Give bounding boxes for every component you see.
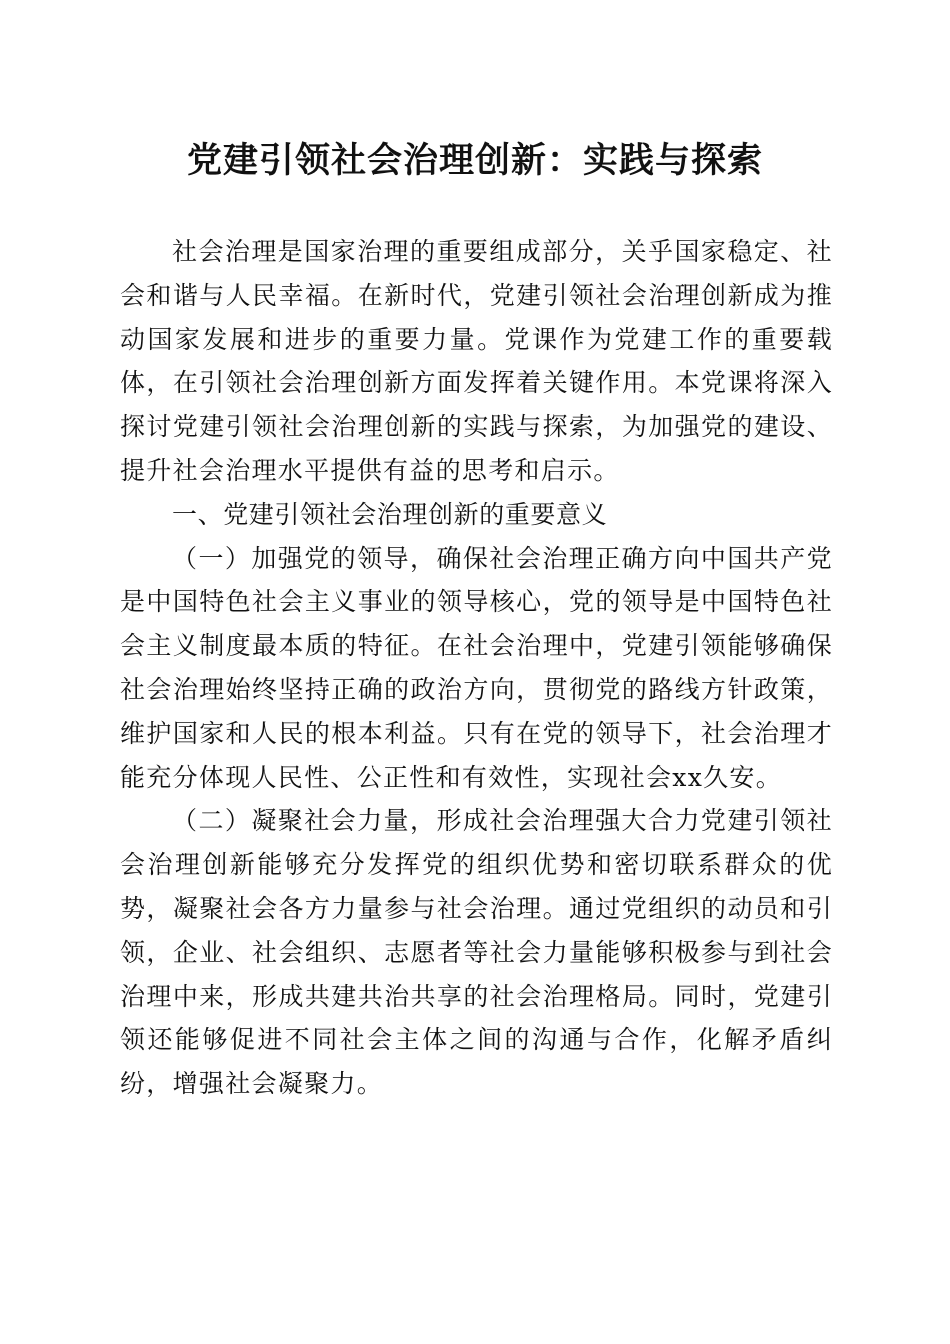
subsection-title-2: （二）凝聚社会力量，形成社会治理强大合力: [172, 806, 701, 836]
page-title: 党建引领社会治理创新：实践与探索: [186, 140, 763, 181]
section-heading: 一、党建引领社会治理创新的重要意义: [172, 499, 608, 529]
subsection-paragraph-1: [120, 537, 833, 800]
document-body: [120, 230, 833, 1106]
subsection-body-1: 中国共产党是中国特色社会主义事业的领导核心，党的领导是中国特色社会主义制度最本质的特征。在社会治理中，党建引领能够确保社会治理始终坚持正确的政治方向，贯彻党的路线方针政策，维护国家和人民的根本利益。只有在党的领导下，社会治理才能充分体现人民性、公正性和有效性，实现社会xx久安。: [120, 543, 833, 792]
intro-paragraph: 社会治理是国家治理的重要组成部分，关乎国家稳定、社会和谐与人民幸福。在新时代，党建引领社会治理创新成为推动国家发展和进步的重要力量。党课作为党建工作的重要载体，在引领社会治理创新方面发挥着关键作用。本党课将深入探讨党建引领社会治理创新的实践与探索，为加强党的建设、提升社会治理水平提供有益的思考和启示。: [120, 237, 833, 485]
subsection-title-1: （一）加强党的领导，确保社会治理正确方向: [172, 543, 701, 573]
subsection-body-2: 党建引领社会治理创新能够充分发挥党的组织优势和密切联系群众的优势，凝聚社会各方力量参与社会治理。通过党组织的动员和引领，企业、社会组织、志愿者等社会力量能够积极参与到社会治理中来，形成共建共治共享的社会治理格局。同时，党建引领还能够促进不同社会主体之间的沟通与合作，化解矛盾纠纷，增强社会凝聚力。: [120, 806, 833, 1099]
subsection-paragraph-2: [120, 799, 833, 1106]
